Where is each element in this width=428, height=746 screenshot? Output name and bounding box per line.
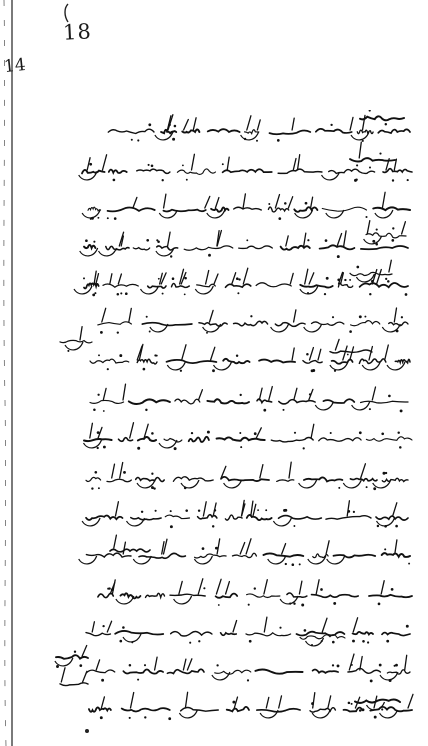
handwritten-line bbox=[86, 617, 410, 644]
handwritten-text-block bbox=[0, 110, 428, 746]
margin-note bbox=[60, 668, 88, 686]
interlinear-gloss bbox=[330, 339, 372, 353]
handwritten-line bbox=[84, 423, 413, 450]
handwritten-line bbox=[79, 154, 412, 182]
old-folio-number: 14 bbox=[3, 54, 27, 78]
handwritten-line bbox=[79, 539, 410, 566]
handwritten-line bbox=[90, 344, 410, 372]
interlinear-gloss bbox=[364, 221, 406, 246]
interlinear-gloss bbox=[355, 700, 400, 712]
handwritten-line bbox=[80, 231, 408, 259]
folio-number: 18 bbox=[62, 19, 93, 45]
margin-note bbox=[55, 646, 88, 668]
interlinear-gloss bbox=[110, 535, 150, 552]
handwritten-line bbox=[82, 192, 410, 220]
handwritten-line bbox=[86, 654, 410, 682]
handwritten-line bbox=[74, 268, 408, 296]
interlinear-gloss bbox=[360, 110, 404, 120]
ink-dot bbox=[84, 728, 90, 734]
handwritten-line bbox=[90, 384, 408, 412]
handwritten-line bbox=[98, 308, 408, 334]
margin-note bbox=[60, 327, 92, 352]
handwritten-line bbox=[98, 579, 412, 607]
handwritten-line bbox=[86, 462, 408, 490]
handwritten-line bbox=[89, 692, 413, 720]
handwritten-line bbox=[82, 500, 408, 528]
